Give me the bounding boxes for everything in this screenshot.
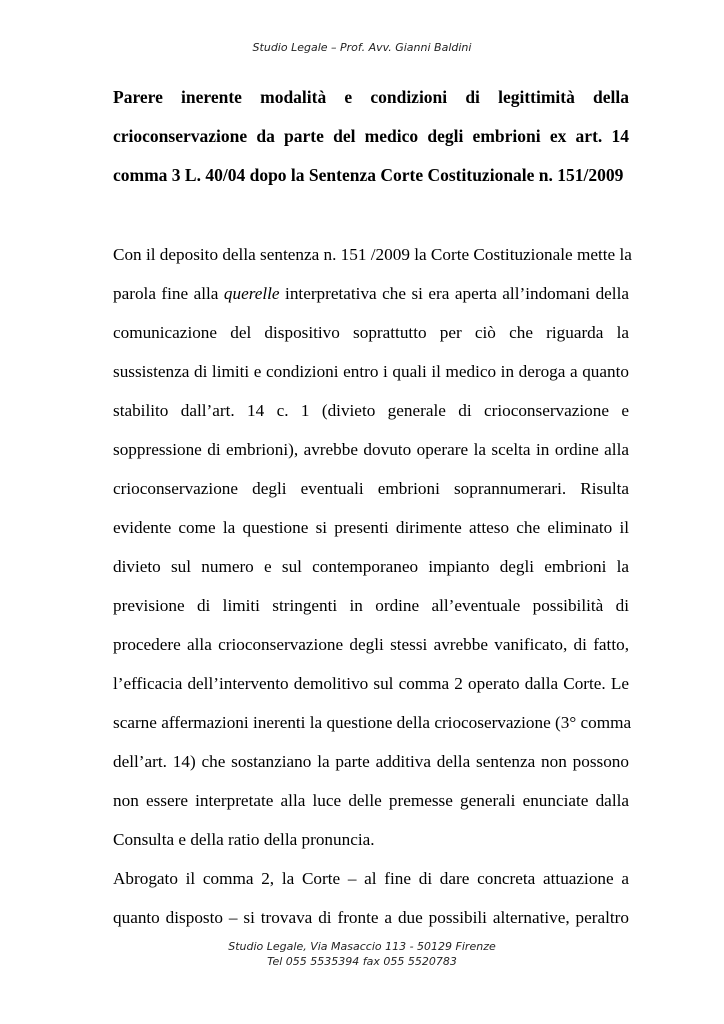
body-line: scarne affermazioni inerenti la questione della criocoservazione (3° comma <box>113 713 632 732</box>
body-line: stabilito dall’art. 14 c. 1 (divieto generale di crioconservazione e <box>113 401 629 420</box>
body-line: sussistenza di limiti e condizioni entro i quali il medico in deroga a quanto <box>113 362 629 381</box>
title-line: crioconservazione da parte del medico degli embrioni ex art. 14 <box>113 126 629 146</box>
body-line: crioconservazione degli eventuali embrioni soprannumerari. Risulta <box>113 479 629 498</box>
document-body <box>113 235 632 937</box>
body-line <box>113 274 629 313</box>
body-text-segment: interpretativa che si era aperta all’indomani della <box>279 284 629 303</box>
body-line: previsione di limiti stringenti in ordine all’eventuale possibilità di <box>113 596 629 615</box>
body-line: Consulta e della ratio della pronuncia. <box>113 830 375 849</box>
title-line: comma 3 L. 40/04 dopo la Sentenza Corte Costituzionale n. 151/2009 <box>113 165 624 185</box>
body-line: comunicazione del dispositivo soprattutto per ciò che riguarda la <box>113 323 629 342</box>
document-title <box>113 78 629 195</box>
body-line: dell’art. 14) che sostanziano la parte additiva della sentenza non possono <box>113 752 629 771</box>
body-line: l’efficacia dell’intervento demolitivo sul comma 2 operato dalla Corte. Le <box>113 674 629 693</box>
body-line: soppressione di embrioni), avrebbe dovuto operare la scelta in ordine alla <box>113 440 629 459</box>
emphasis-querelle: querelle <box>223 284 280 303</box>
title-line: Parere inerente modalità e condizioni di legittimità della <box>113 87 629 107</box>
page-header: Studio Legale – Prof. Avv. Gianni Baldini <box>252 41 472 54</box>
body-line: procedere alla crioconservazione degli stessi avrebbe vanificato, di fatto, <box>113 635 629 654</box>
body-line: quanto disposto – si trovava di fronte a due possibili alternative, peraltro <box>113 908 629 927</box>
body-text-segment: parola fine alla <box>113 284 224 303</box>
body-line: evidente come la questione si presenti dirimente atteso che eliminato il <box>113 518 629 537</box>
body-line: non essere interpretate alla luce delle premesse generali enunciate dalla <box>113 791 629 810</box>
footer-address: Studio Legale, Via Masaccio 113 - 50129 Firenze <box>228 940 496 953</box>
body-line: Abrogato il comma 2, la Corte – al fine di dare concreta attuazione a <box>113 869 629 888</box>
page-footer <box>0 939 724 969</box>
body-line: Con il deposito della sentenza n. 151 /2009 la Corte Costituzionale mette la <box>113 245 632 264</box>
footer-contacts: Tel 055 5535394 fax 055 5520783 <box>267 955 457 968</box>
body-line: divieto sul numero e sul contemporaneo impianto degli embrioni la <box>113 557 629 576</box>
